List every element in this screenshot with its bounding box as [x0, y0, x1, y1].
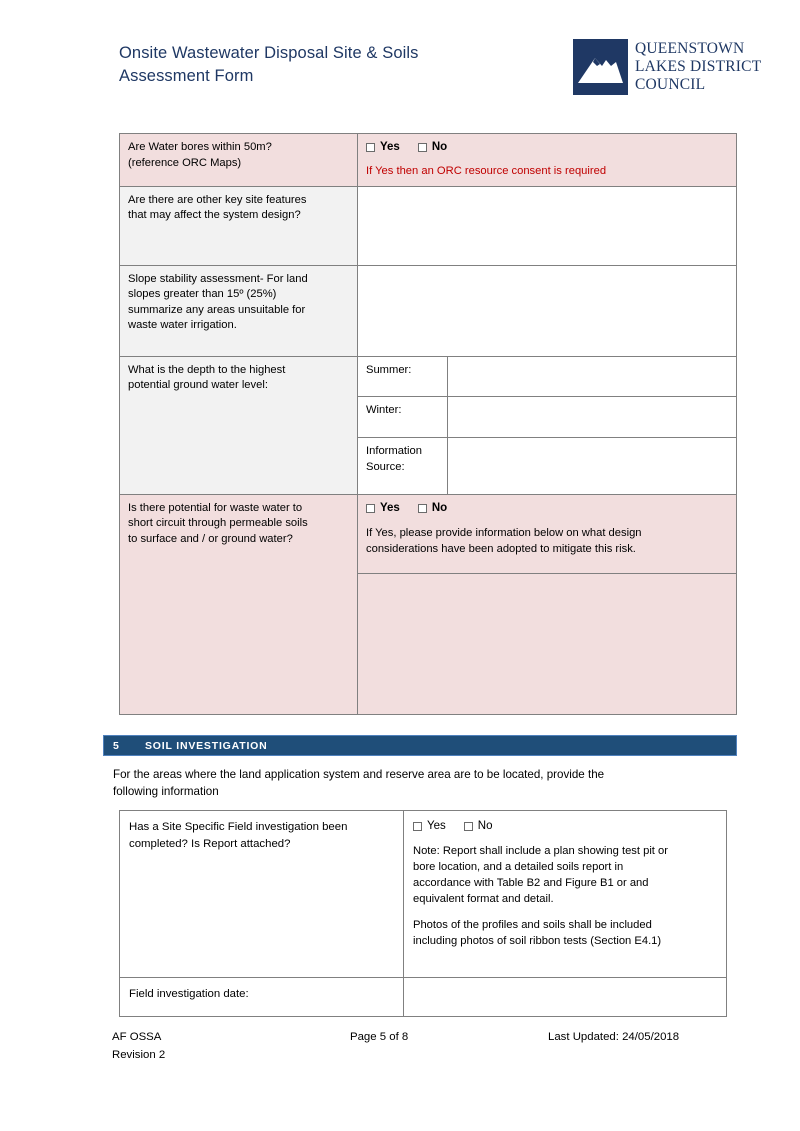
- question-line2: slopes greater than 15º (25%): [128, 288, 277, 300]
- cell-answer-design-considerations[interactable]: [358, 573, 737, 714]
- table-row: [120, 265, 737, 356]
- logo-wordmark: [635, 40, 761, 94]
- label-line1: Information: [366, 445, 422, 458]
- checkbox-no-short-circuit[interactable]: [418, 502, 447, 515]
- yes-no-checkbox-group: [413, 820, 716, 833]
- page-footer: [0, 1028, 800, 1068]
- logo-line1: QUEENSTOWN: [635, 40, 745, 57]
- mountain-logo-icon: [573, 39, 628, 95]
- page-title-line1: Onsite Wastewater Disposal Site & Soils: [119, 44, 419, 62]
- checkbox-no-label: No: [431, 501, 448, 514]
- note-line2: considerations have been adopted to mitigate this risk.: [366, 542, 636, 555]
- checkbox-icon[interactable]: [418, 504, 427, 513]
- note-line4: equivalent format and detail.: [413, 893, 554, 905]
- cell-value-summer[interactable]: [448, 356, 737, 397]
- checkbox-yes-short-circuit[interactable]: [366, 502, 400, 515]
- question-line2: that may affect the system design?: [128, 209, 301, 221]
- cell-label-field-investigation-date: Field investigation date:: [120, 978, 404, 1017]
- note-line1: Photos of the profiles and soils shall be included: [413, 919, 652, 931]
- intro-line1: For the areas where the land application system and reserve area are to be located, provide the: [113, 768, 605, 781]
- page-title-line2: Assessment Form: [119, 67, 254, 85]
- question-line1: Is there potential for waste water to: [128, 501, 303, 514]
- question-line1: Has a Site Specific Field investigation been: [129, 821, 348, 833]
- cell-question-field-investigation: [120, 811, 404, 978]
- section-title: SOIL INVESTIGATION: [145, 740, 268, 752]
- table-row: [120, 811, 727, 978]
- note-photo-requirements: [413, 917, 716, 949]
- note-line1: Note: Report shall include a plan showing test pit or: [413, 845, 668, 857]
- soil-investigation-table: [119, 810, 727, 1017]
- question-line2: short circuit through permeable soils: [128, 517, 308, 529]
- checkbox-icon[interactable]: [413, 822, 422, 831]
- checkbox-no-label: No: [431, 141, 448, 153]
- question-line1: What is the depth to the highest: [128, 363, 286, 376]
- label-line2: Source:: [366, 460, 405, 473]
- cell-question-groundwater-depth: [120, 356, 358, 494]
- cell-value-winter[interactable]: [448, 397, 737, 438]
- checkbox-yes-water-bores[interactable]: [366, 141, 400, 154]
- cell-question-slope-stability: [120, 265, 358, 356]
- checkbox-no-field-investigation[interactable]: [464, 820, 493, 833]
- cell-question-key-site-features: [120, 186, 358, 265]
- question-line2: potential ground water level:: [128, 379, 268, 391]
- note-design-considerations: [366, 525, 728, 557]
- footer-page-number: Page 5 of 8: [350, 1031, 409, 1043]
- checkbox-yes-label: Yes: [380, 501, 400, 514]
- footer-revision: Revision 2: [112, 1049, 166, 1061]
- cell-answer-field-investigation[interactable]: [404, 811, 727, 978]
- question-line1: Slope stability assessment- For land: [128, 272, 308, 285]
- cell-answer-slope-stability[interactable]: [358, 265, 737, 356]
- table-row: [120, 134, 737, 187]
- cell-answer-short-circuit[interactable]: [358, 494, 737, 573]
- question-line3: to surface and / or ground water?: [128, 532, 293, 545]
- checkbox-no-water-bores[interactable]: [418, 141, 447, 154]
- question-line2: completed? Is Report attached?: [129, 837, 291, 850]
- cell-label-summer: Summer:: [358, 356, 448, 397]
- section-intro-text: [113, 766, 723, 800]
- cell-label-information-source: [358, 438, 448, 494]
- question-line3: summarize any areas unsuitable for: [128, 303, 306, 316]
- checkbox-icon[interactable]: [418, 143, 427, 152]
- cell-value-field-investigation-date[interactable]: [404, 978, 727, 1017]
- note-line2: bore location, and a detailed soils report in: [413, 861, 624, 873]
- yes-no-checkbox-group: [366, 141, 728, 154]
- qldc-logo: [573, 39, 773, 97]
- document-header: [0, 0, 800, 120]
- checkbox-yes-label: Yes: [427, 820, 446, 832]
- intro-line2: following information: [113, 785, 219, 798]
- cell-question-short-circuit: [120, 494, 358, 714]
- logo-line3: COUNCIL: [635, 76, 706, 93]
- cell-answer-water-bores[interactable]: [358, 134, 737, 187]
- note-report-requirements: [413, 843, 716, 907]
- logo-line2: LAKES DISTRICT: [635, 58, 762, 75]
- table-row: [120, 356, 737, 397]
- table-row: [120, 494, 737, 573]
- yes-no-checkbox-group: [366, 502, 728, 515]
- section-heading-soil-investigation: [103, 735, 737, 756]
- checkbox-icon[interactable]: [366, 143, 375, 152]
- question-line1: Are Water bores within 50m?: [128, 141, 272, 153]
- note-line3: accordance with Table B2 and Figure B1 or and: [413, 877, 649, 889]
- checkbox-icon[interactable]: [464, 822, 473, 831]
- cell-question-water-bores: [120, 134, 358, 187]
- question-line4: waste water irrigation.: [128, 319, 237, 331]
- footer-code: AF OSSA: [112, 1031, 162, 1043]
- page-title: [119, 42, 519, 88]
- footer-last-updated: Last Updated: 24/05/2018: [548, 1031, 680, 1043]
- note-orc-consent: If Yes then an ORC resource consent is required: [366, 165, 607, 177]
- question-line1: Are there are other key site features: [128, 193, 307, 206]
- checkbox-yes-label: Yes: [380, 141, 400, 153]
- table-row: [120, 978, 727, 1017]
- cell-answer-key-site-features[interactable]: [358, 186, 737, 265]
- question-line2: (reference ORC Maps): [128, 156, 242, 169]
- checkbox-yes-field-investigation[interactable]: [413, 820, 446, 833]
- footer-document-code: [112, 1028, 165, 1064]
- cell-label-winter: Winter:: [358, 397, 448, 438]
- checkbox-no-label: No: [477, 820, 493, 832]
- section-number: 5: [113, 740, 120, 752]
- table-row: [120, 186, 737, 265]
- checkbox-icon[interactable]: [366, 504, 375, 513]
- note-line1: If Yes, please provide information below on what design: [366, 526, 642, 539]
- note-line2: including photos of soil ribbon tests (Section E4.1): [413, 935, 662, 947]
- site-assessment-table: [119, 133, 737, 715]
- cell-value-information-source[interactable]: [448, 438, 737, 494]
